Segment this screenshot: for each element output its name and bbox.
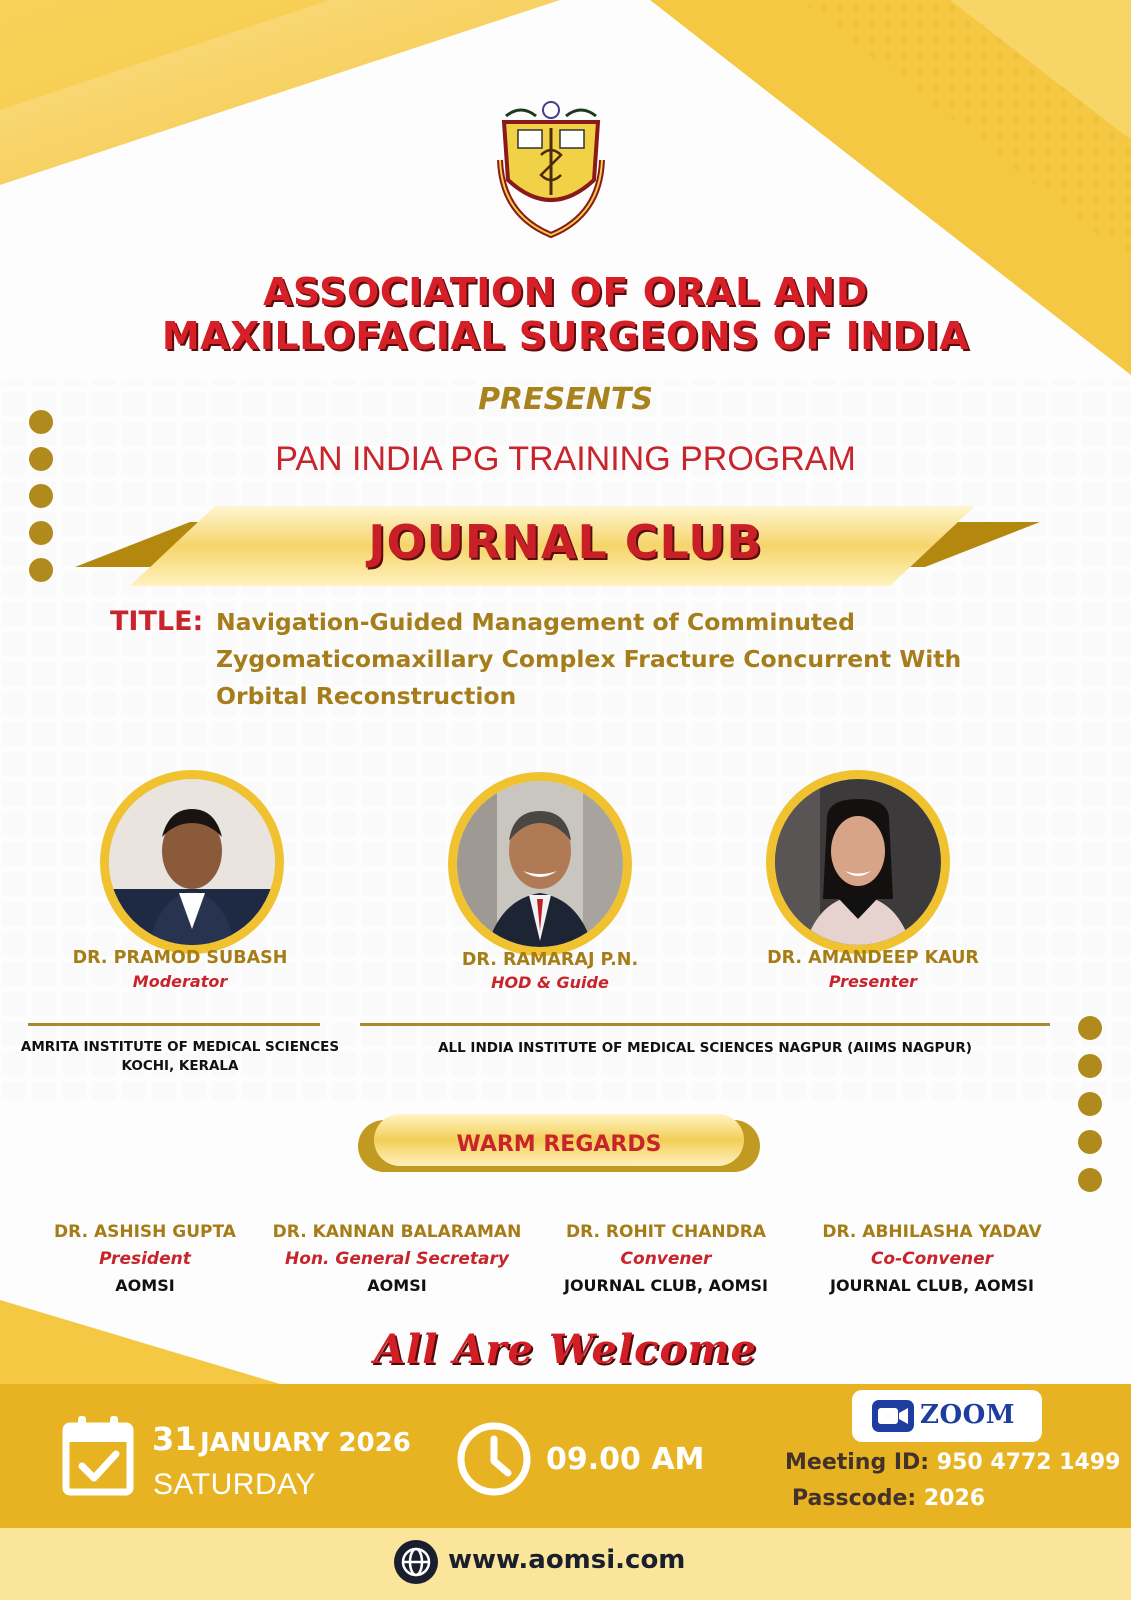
signatory-1 (10, 1219, 280, 1299)
organization-title-line2: MAXILLOFACIAL SURGEONS OF INDIA (161, 314, 970, 358)
signatory-role: Co-Convener (870, 1249, 994, 1269)
website-link[interactable]: www.aomsi.com (448, 1545, 686, 1575)
organization-title-line1: ASSOCIATION OF ORAL AND (263, 270, 868, 314)
organization-title (60, 270, 1071, 358)
signatory-name: DR. KANNAN BALARAMAN (272, 1222, 522, 1242)
talk-title-line3: Orbital Reconstruction (216, 682, 517, 710)
institution-right: ALL INDIA INSTITUTE OF MEDICAL SCIENCES NAGPUR (AIIMS NAGPUR) (438, 1040, 972, 1056)
decorative-dot (29, 558, 53, 582)
decorative-dot (29, 521, 53, 545)
decorative-dot (1078, 1092, 1102, 1116)
decorative-dot (1078, 1054, 1102, 1078)
presenter-photo (766, 770, 950, 954)
clock-icon (456, 1421, 532, 1497)
event-weekday: SATURDAY (153, 1468, 316, 1501)
warm-regards-label: WARM REGARDS (456, 1132, 662, 1157)
decorative-dot (29, 484, 53, 508)
divider-right (360, 1023, 1050, 1026)
signatory-org: JOURNAL CLUB, AOMSI (564, 1276, 768, 1295)
talk-title (216, 604, 1036, 715)
meeting-id-value: 950 4772 1499 (936, 1450, 1121, 1475)
signatory-role: Hon. General Secretary (285, 1249, 509, 1269)
globe-icon (393, 1539, 439, 1585)
institution-left-line1: AMRITA INSTITUTE OF MEDICAL SCIENCES (20, 1039, 340, 1055)
signatory-name: DR. ASHISH GUPTA (54, 1222, 236, 1242)
passcode-value: 2026 (923, 1486, 986, 1511)
signatory-role: Convener (620, 1249, 712, 1269)
zoom-camera-icon (870, 1398, 916, 1434)
signatory-2 (262, 1219, 532, 1299)
institution-left (15, 1038, 345, 1076)
event-time: 09.00 AM (546, 1442, 705, 1477)
decorative-dot (29, 447, 53, 471)
signatory-org: JOURNAL CLUB, AOMSI (830, 1276, 1034, 1295)
welcome-message: All Are Welcome (374, 1326, 757, 1373)
moderator-photo (100, 770, 284, 954)
presenter-name: DR. AMANDEEP KAUR (767, 948, 979, 968)
signatory-4 (797, 1219, 1067, 1299)
program-name: PAN INDIA PG TRAINING PROGRAM (275, 440, 856, 478)
decorative-dot (1078, 1130, 1102, 1154)
guide-photo (448, 772, 632, 956)
moderator-role: Moderator (132, 972, 228, 991)
decorative-dot (1078, 1016, 1102, 1040)
passcode-label: Passcode: (792, 1486, 917, 1511)
guide-role: HOD & Guide (491, 973, 609, 992)
signatory-name: DR. ABHILASHA YADAV (822, 1222, 1042, 1242)
decorative-dot (1078, 1168, 1102, 1192)
passcode (792, 1486, 985, 1511)
divider-left (28, 1023, 320, 1026)
presents-label: PRESENTS (478, 382, 653, 417)
signatory-name: DR. ROHIT CHANDRA (566, 1222, 766, 1242)
crest-logo (496, 100, 606, 248)
guide-name: DR. RAMARAJ P.N. (461, 950, 639, 970)
signatory-org: AOMSI (367, 1276, 427, 1295)
talk-title-line2: Zygomaticomaxillary Complex Fracture Concurrent With (216, 645, 962, 673)
signatory-3 (531, 1219, 801, 1299)
signatory-role: President (99, 1249, 191, 1269)
presenter-role: Presenter (828, 972, 918, 991)
meeting-id-label: Meeting ID: (785, 1450, 930, 1475)
institution-left-line2: KOCHI, KERALA (121, 1058, 239, 1074)
talk-title-label: TITLE: (110, 606, 204, 637)
event-date-day: 31 (152, 1420, 197, 1458)
signatory-org: AOMSI (115, 1276, 175, 1295)
meeting-id (785, 1450, 1120, 1475)
event-date-month-year: JANUARY 2026 (200, 1428, 411, 1458)
journal-club-banner: JOURNAL CLUB (368, 515, 763, 569)
zoom-label: ZOOM (920, 1400, 1016, 1430)
talk-title-line1: Navigation-Guided Management of Comminuted (216, 608, 855, 636)
calendar-check-icon (62, 1414, 134, 1496)
moderator-name: DR. PRAMOD SUBASH (72, 948, 288, 968)
decorative-dot (29, 410, 53, 434)
